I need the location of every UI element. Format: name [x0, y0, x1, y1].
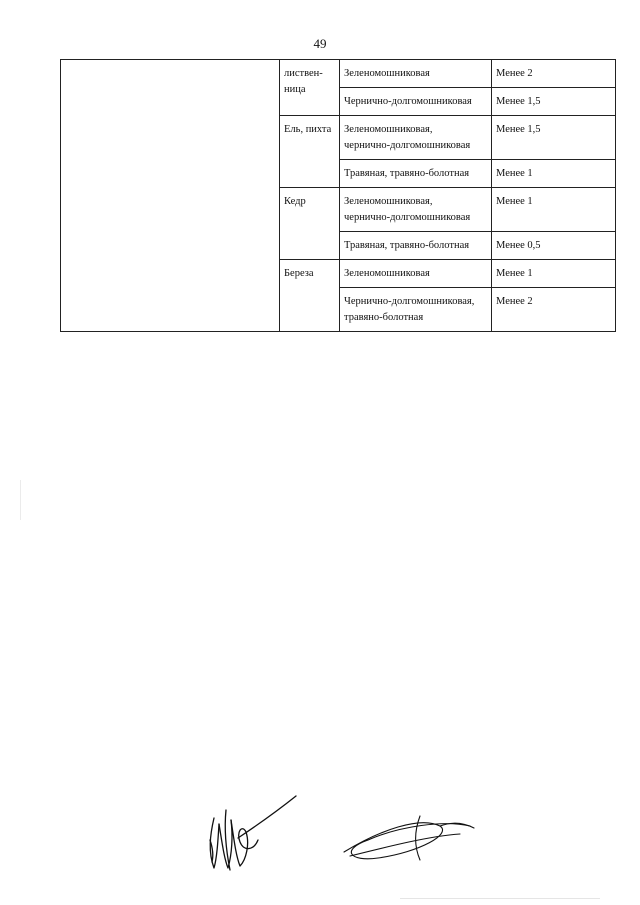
forest-table	[60, 59, 616, 332]
forest-type-cell: Зеленомошниковая	[340, 260, 492, 288]
scan-artifact	[20, 480, 21, 520]
value-cell: Менее 2	[492, 288, 616, 332]
value-cell: Менее 0,5	[492, 232, 616, 260]
forest-type-cell: Травяная, травяно-болотная	[340, 160, 492, 188]
forest-type-cell: Зеленомошниковая, чернично-долгомошниковая	[340, 188, 492, 232]
forest-type-cell: Зеленомошниковая	[340, 60, 492, 88]
empty-first-column-cell	[61, 60, 280, 332]
species-cell: Кедр	[280, 188, 340, 260]
value-cell: Менее 1,5	[492, 116, 616, 160]
forest-type-cell: Травяная, травяно-болотная	[340, 232, 492, 260]
species-cell: Ель, пихта	[280, 116, 340, 188]
signatures	[0, 780, 640, 890]
signature-left	[210, 796, 296, 870]
table-row	[61, 60, 616, 88]
forest-type-cell: Зеленомошниковая, чернично-долгомошниковая	[340, 116, 492, 160]
value-cell: Менее 1	[492, 188, 616, 232]
value-cell: Менее 2	[492, 60, 616, 88]
value-cell: Менее 1,5	[492, 88, 616, 116]
forest-type-cell: Чернично-долгомошниковая, травяно-болотная	[340, 288, 492, 332]
signature-right	[344, 816, 474, 860]
page-number: 49	[313, 36, 327, 51]
species-cell: листвен- ница	[280, 60, 340, 116]
scan-artifact	[400, 898, 600, 899]
species-cell: Береза	[280, 260, 340, 332]
forest-type-cell: Чернично-долгомошниковая	[340, 88, 492, 116]
value-cell: Менее 1	[492, 260, 616, 288]
value-cell: Менее 1	[492, 160, 616, 188]
